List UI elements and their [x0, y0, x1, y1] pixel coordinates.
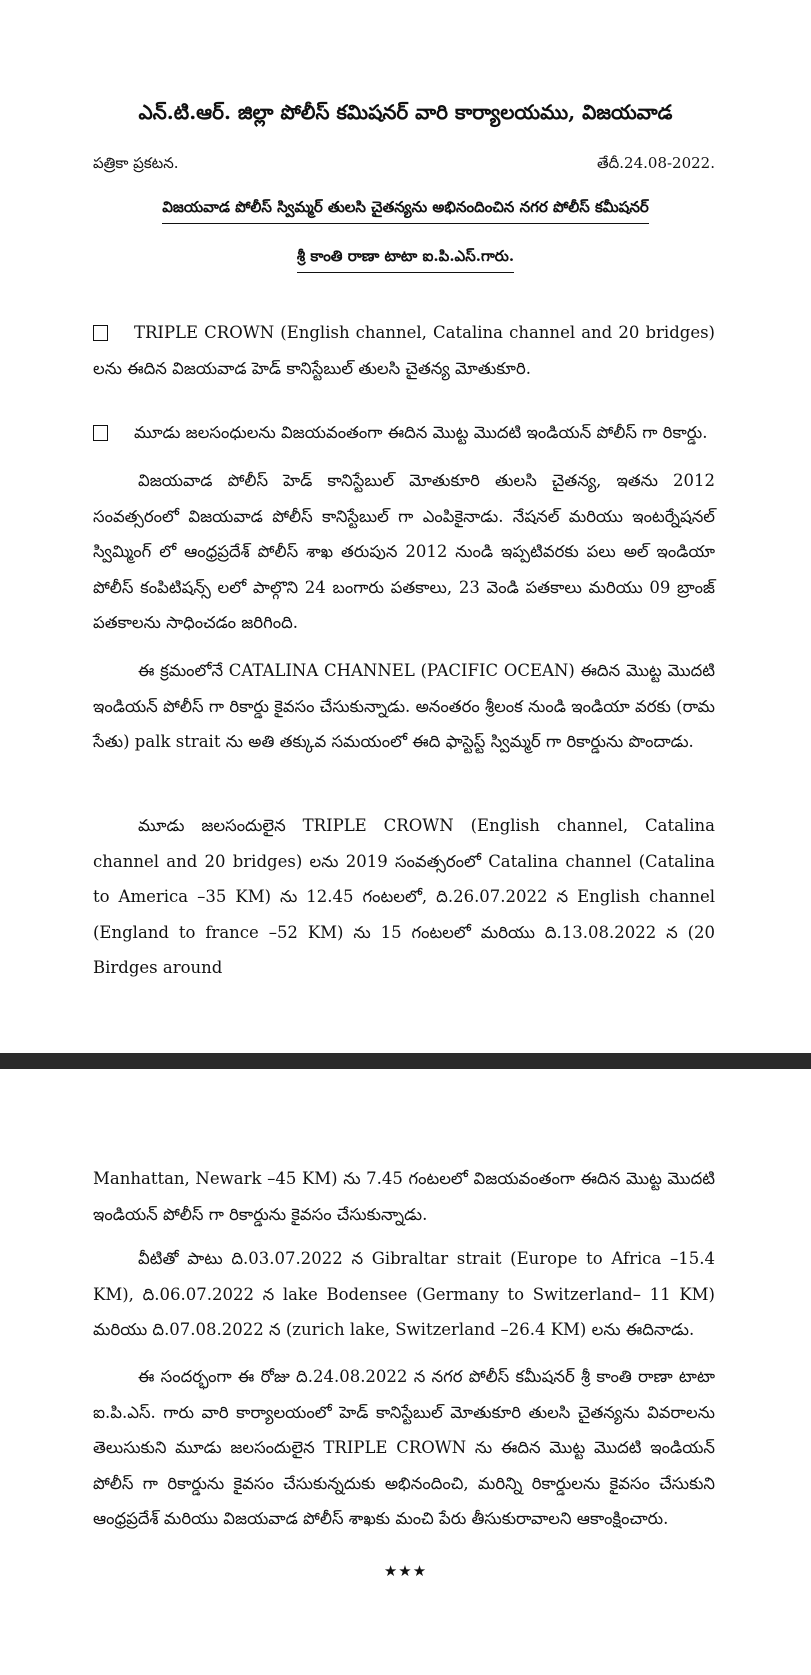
- page-separator: [0, 1053, 811, 1069]
- bullet-item-1: [93, 315, 715, 386]
- office-title: ఎన్.టి.ఆర్. జిల్లా పోలీస్ కమిషనర్ వారి కార్యాలయము, విజయవాడ: [138, 100, 673, 124]
- paragraph-3-continued: Manhattan, Newark –45 KM) ను 7.45 గంటలలో విజయవంతంగా ఈదిన మొట్ట మొదటి ఇండియన్ పోలీస్ గా రికార్డును కైవసం చేసుకున్నాడు.: [93, 1169, 715, 1224]
- subject-line-2: [0, 247, 811, 273]
- paragraph-3: మూడు జలసందులైన TRIPLE CROWN (English channel, Catalina channel and 20 bridges) లను 2019 సంవత్సరంలో Catalina channel (Catalina to America –35 KM) ను 12.45 గంటలలో, ది.26.07.2022 న English channel (England to france –52 KM) ను 15 గంటలలో మరియు ది.13.08.2022 న (20 Birdges around: [93, 816, 715, 977]
- bullet-item-2: [93, 415, 715, 451]
- paragraph-2: ఈ క్రమంలోనే CATALINA CHANNEL (PACIFIC OCEAN) ఈదిన మొట్ట మొదటి ఇండియన్ పోలీస్ గా రికార్డు కైవసం చేసుకున్నాడు. అనంతరం శ్రీలంక నుండి ఇండియా వరకు (రామ సేతు) palk strait ను అతి తక్కువ సమయంలో ఈది ఫాస్టెస్ట్ స్విమ్మర్ గా రికార్డును పొందాడు.: [93, 661, 715, 751]
- checkbox-bullet-icon: [93, 325, 108, 341]
- paragraph-5: ఈ సందర్భంగా ఈ రోజు ది.24.08.2022 న నగర పోలీస్ కమీషనర్ శ్రీ కాంతి రాణా టాటా ఐ.పి.ఎస్. గారు వారి కార్యాలయంలో హెడ్ కానిస్టేబుల్ మోతుకూరి తులసి చైతన్యను వివరాలను తెలుసుకుని మూడు జలసందులైన TRIPLE CROWN ను ఈదిన మొట్ట మొదటి ఇండియన్ పోలీస్ గా రికార్డును కైవసం చేసుకున్నదుకు అభినందించి, మరిన్ని రికార్డులను కైవసం చేసుకుని ఆంధ్రప్రదేశ్ మరియు విజయవాడ పోలీస్ శాఖకు మంచి పేరు తీసుకురావాలని ఆకాంక్షించారు.: [93, 1367, 715, 1528]
- release-date: తేదీ.24.08-2022.: [597, 154, 715, 172]
- checkbox-bullet-icon: [93, 425, 108, 441]
- document-page-2: [0, 1069, 811, 1675]
- press-release-label: పత్రికా ప్రకటన.: [93, 154, 179, 172]
- bullet-text-2: మూడు జలసంధులను విజయవంతంగా ఈదిన మొట్ట మొదటి ఇండియన్ పోలీస్ గా రికార్డు.: [134, 423, 708, 442]
- paragraph-1: విజయవాడ పోలీస్ హెడ్ కానిస్టేబుల్ మోతుకూరి తులసి చైతన్య, ఇతను 2012 సంవత్సరంలో విజయవాడ పోలీస్ కానిస్టేబుల్ గా ఎంపికైనాడు. నేషనల్ మరియు ఇంటర్నేషనల్ స్విమ్మింగ్ లో ఆంధ్రప్రదేశ్ పోలీస్ శాఖ తరుపున 2012 నుండి ఇప్పటివరకు పలు అల్ ఇండియా పోలీస్ కంపిటిషన్స్ లలో పాల్గొని 24 బంగారు పతకాలు, 23 వెండి పతకాలు మరియు 09 బ్రాంజ్ పతకాలను సాధించడం జరిగింది.: [93, 471, 715, 632]
- subject-line-2-text: శ్రీ కాంతి రాణా టాటా ఐ.పి.ఎస్.గారు.: [297, 247, 514, 273]
- closing-stars: ★★★: [383, 1562, 428, 1580]
- paragraph-4: వీటితో పాటు ది.03.07.2022 న Gibraltar strait (Europe to Africa –15.4 KM), ది.06.07.2022 న lake Bodensee (Germany to Switzerland– 11 KM) మరియు ది.07.08.2022 న (zurich lake, Switzerland –26.4 KM) లను ఈదినాడు.: [93, 1249, 715, 1339]
- subject-line-1: [0, 198, 811, 224]
- subject-line-1-text: విజయవాడ పోలీస్ స్విమ్మర్ తులసి చైతన్యను అభినందించిన నగర పోలీస్ కమీషనర్: [162, 198, 649, 224]
- bullet-text-1: TRIPLE CROWN (English channel, Catalina channel and 20 bridges) లను ఈదిన విజయవాడ హెడ్ కానిస్టేబుల్ తులసి చైతన్య మోతుకూరి.: [93, 323, 715, 378]
